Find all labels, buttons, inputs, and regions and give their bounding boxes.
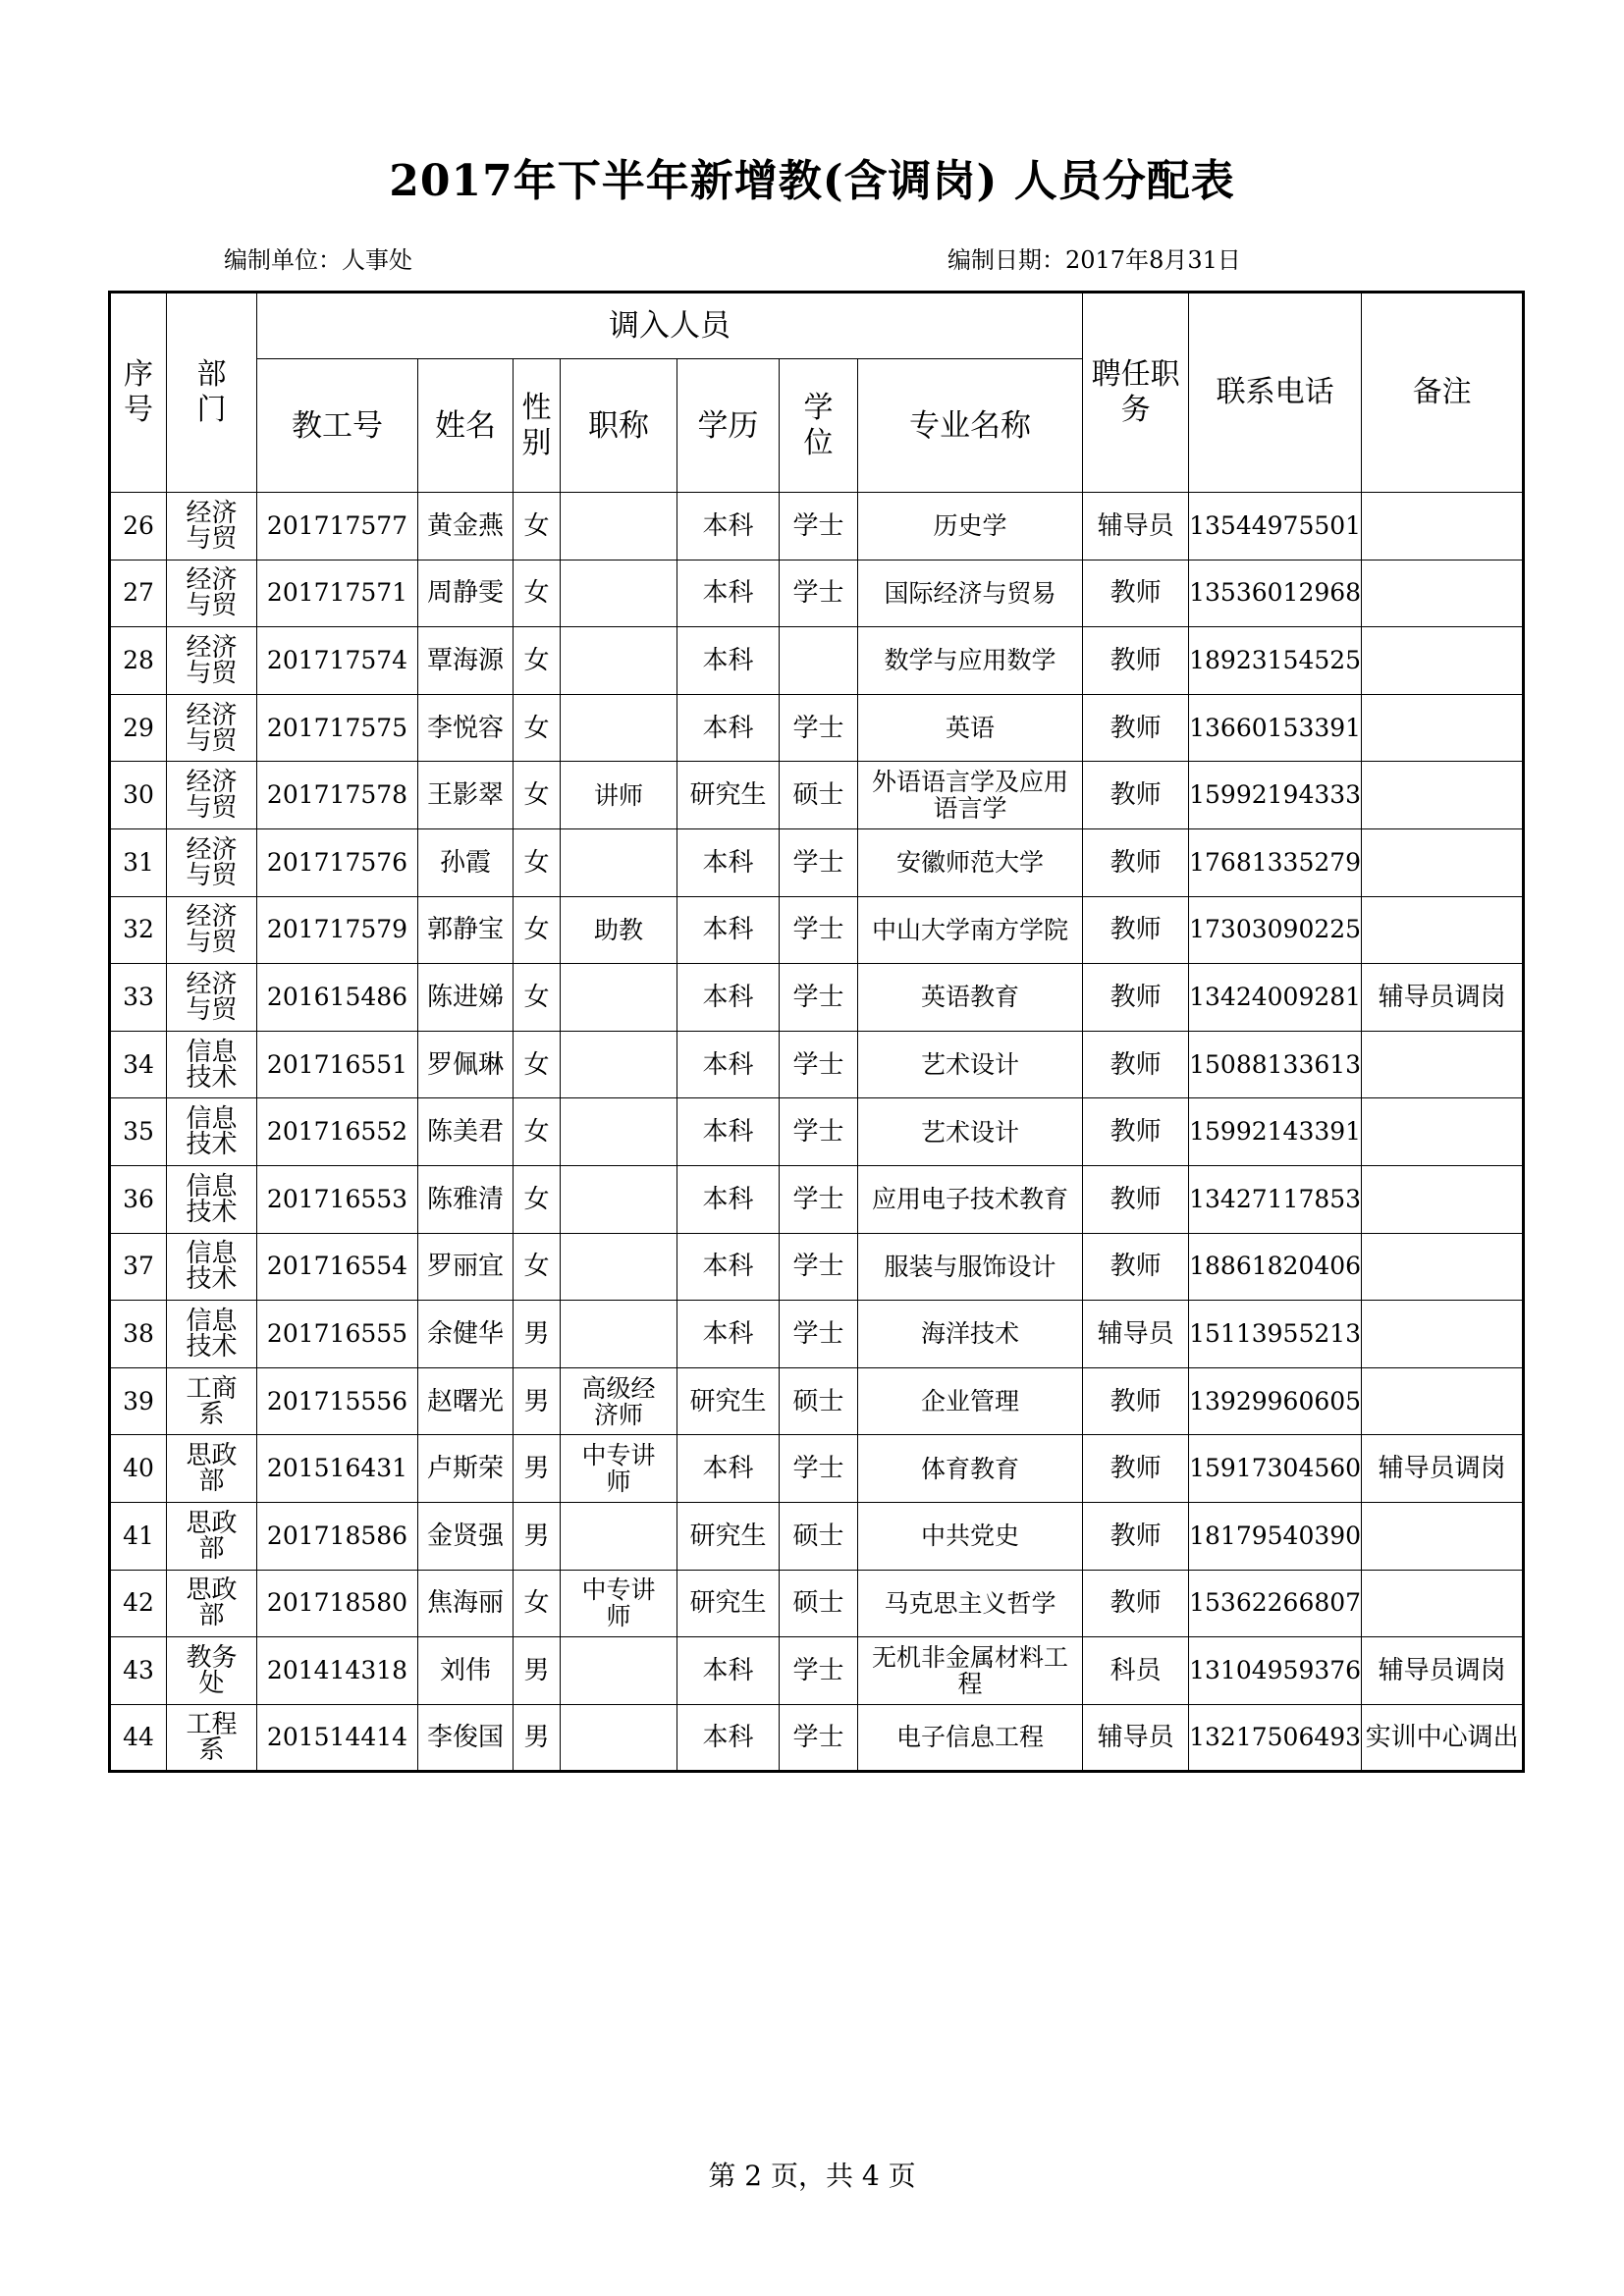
cell-title: 中专讲师	[561, 1570, 677, 1637]
cell-dept: 信息技术	[167, 1233, 257, 1301]
cell-major: 无机非金属材料工程	[858, 1637, 1083, 1705]
cell-education: 本科	[677, 1637, 780, 1705]
table-row	[110, 828, 1524, 896]
cell-degree: 学士	[780, 828, 858, 896]
cell-seq: 36	[110, 1165, 167, 1233]
cell-phone: 13660153391	[1189, 694, 1362, 762]
cell-education: 本科	[677, 694, 780, 762]
cell-seq: 30	[110, 762, 167, 829]
cell-position: 教师	[1083, 1570, 1189, 1637]
cell-remark: 辅导员调岗	[1362, 1435, 1524, 1503]
cell-title	[561, 627, 677, 695]
cell-name: 焦海丽	[418, 1570, 514, 1637]
cell-title	[561, 560, 677, 627]
cell-remark	[1362, 493, 1524, 561]
cell-name: 罗丽宜	[418, 1233, 514, 1301]
cell-title	[561, 1637, 677, 1705]
table-row	[110, 1570, 1524, 1637]
cell-degree: 硕士	[780, 1367, 858, 1435]
cell-staff-id: 201716552	[257, 1098, 418, 1166]
cell-education: 本科	[677, 1165, 780, 1233]
cell-education: 本科	[677, 896, 780, 964]
cell-name: 赵曙光	[418, 1367, 514, 1435]
cell-remark	[1362, 1031, 1524, 1098]
cell-degree: 学士	[780, 1301, 858, 1368]
cell-gender: 男	[514, 1502, 561, 1570]
cell-phone: 15917304560	[1189, 1435, 1362, 1503]
cell-seq: 44	[110, 1704, 167, 1772]
cell-seq: 35	[110, 1098, 167, 1166]
cell-dept: 信息技术	[167, 1098, 257, 1166]
cell-seq: 38	[110, 1301, 167, 1368]
compiled-unit: 编制单位：人事处	[224, 246, 412, 274]
cell-gender: 女	[514, 1233, 561, 1301]
cell-name: 郭静宝	[418, 896, 514, 964]
cell-gender: 女	[514, 762, 561, 829]
cell-name: 余健华	[418, 1301, 514, 1368]
cell-phone: 13104959376	[1189, 1637, 1362, 1705]
cell-education: 本科	[677, 1301, 780, 1368]
header-name: 姓名	[418, 359, 514, 493]
cell-major: 企业管理	[858, 1367, 1083, 1435]
cell-name: 李悦容	[418, 694, 514, 762]
cell-position: 教师	[1083, 1098, 1189, 1166]
cell-staff-id: 201716551	[257, 1031, 418, 1098]
cell-position: 教师	[1083, 1367, 1189, 1435]
cell-degree: 学士	[780, 560, 858, 627]
cell-major: 外语语言学及应用语言学	[858, 762, 1083, 829]
cell-name: 孙霞	[418, 828, 514, 896]
cell-gender: 女	[514, 1570, 561, 1637]
cell-staff-id: 201717571	[257, 560, 418, 627]
cell-position: 辅导员	[1083, 1301, 1189, 1368]
table-row	[110, 1435, 1524, 1503]
table-body	[110, 493, 1524, 1772]
cell-position: 教师	[1083, 627, 1189, 695]
cell-education: 研究生	[677, 1570, 780, 1637]
table-row	[110, 1704, 1524, 1772]
cell-name: 黄金燕	[418, 493, 514, 561]
cell-seq: 28	[110, 627, 167, 695]
cell-education: 本科	[677, 964, 780, 1032]
cell-degree: 学士	[780, 694, 858, 762]
table-row	[110, 1233, 1524, 1301]
cell-dept: 经济与贸	[167, 560, 257, 627]
cell-remark	[1362, 1502, 1524, 1570]
cell-title: 高级经济师	[561, 1367, 677, 1435]
cell-position: 教师	[1083, 1502, 1189, 1570]
cell-degree	[780, 627, 858, 695]
cell-gender: 女	[514, 694, 561, 762]
cell-remark	[1362, 1570, 1524, 1637]
compiled-date: 编制日期：2017年8月31日	[947, 246, 1241, 274]
cell-phone: 18861820406	[1189, 1233, 1362, 1301]
cell-degree: 学士	[780, 896, 858, 964]
cell-degree: 学士	[780, 964, 858, 1032]
cell-education: 本科	[677, 1704, 780, 1772]
cell-seq: 34	[110, 1031, 167, 1098]
cell-dept: 经济与贸	[167, 828, 257, 896]
header-education: 学历	[677, 359, 780, 493]
table-row	[110, 627, 1524, 695]
cell-remark	[1362, 896, 1524, 964]
cell-gender: 女	[514, 493, 561, 561]
cell-position: 教师	[1083, 964, 1189, 1032]
cell-seq: 26	[110, 493, 167, 561]
cell-seq: 32	[110, 896, 167, 964]
cell-seq: 33	[110, 964, 167, 1032]
cell-position: 教师	[1083, 694, 1189, 762]
cell-education: 本科	[677, 627, 780, 695]
cell-remark: 实训中心调出	[1362, 1704, 1524, 1772]
cell-gender: 女	[514, 896, 561, 964]
cell-dept: 信息技术	[167, 1165, 257, 1233]
cell-major: 安徽师范大学	[858, 828, 1083, 896]
cell-staff-id: 201718586	[257, 1502, 418, 1570]
cell-education: 研究生	[677, 762, 780, 829]
cell-degree: 学士	[780, 1098, 858, 1166]
cell-name: 周静雯	[418, 560, 514, 627]
cell-degree: 学士	[780, 1637, 858, 1705]
header-dept: 部门	[167, 293, 257, 493]
cell-position: 教师	[1083, 1435, 1189, 1503]
cell-major: 海洋技术	[858, 1301, 1083, 1368]
cell-title: 中专讲师	[561, 1435, 677, 1503]
cell-name: 陈进娣	[418, 964, 514, 1032]
cell-education: 研究生	[677, 1367, 780, 1435]
cell-name: 卢斯荣	[418, 1435, 514, 1503]
cell-major: 历史学	[858, 493, 1083, 561]
cell-dept: 经济与贸	[167, 896, 257, 964]
cell-name: 李俊国	[418, 1704, 514, 1772]
cell-education: 本科	[677, 560, 780, 627]
table-row	[110, 762, 1524, 829]
cell-major: 马克思主义哲学	[858, 1570, 1083, 1637]
table-row	[110, 1165, 1524, 1233]
cell-phone: 13424009281	[1189, 964, 1362, 1032]
cell-degree: 硕士	[780, 762, 858, 829]
cell-staff-id: 201717578	[257, 762, 418, 829]
cell-position: 科员	[1083, 1637, 1189, 1705]
cell-remark	[1362, 1233, 1524, 1301]
cell-position: 教师	[1083, 1233, 1189, 1301]
cell-phone: 17303090225	[1189, 896, 1362, 964]
cell-title	[561, 493, 677, 561]
cell-staff-id: 201516431	[257, 1435, 418, 1503]
cell-title: 讲师	[561, 762, 677, 829]
cell-phone: 18923154525	[1189, 627, 1362, 695]
cell-phone: 15088133613	[1189, 1031, 1362, 1098]
cell-staff-id: 201615486	[257, 964, 418, 1032]
cell-phone: 13929960605	[1189, 1367, 1362, 1435]
cell-position: 辅导员	[1083, 1704, 1189, 1772]
header-group: 调入人员	[257, 293, 1083, 359]
table-row	[110, 1502, 1524, 1570]
header-gender: 性别	[514, 359, 561, 493]
cell-degree: 学士	[780, 1704, 858, 1772]
allocation-table	[108, 291, 1525, 1773]
cell-major: 中共党史	[858, 1502, 1083, 1570]
cell-major: 应用电子技术教育	[858, 1165, 1083, 1233]
cell-name: 王影翠	[418, 762, 514, 829]
cell-seq: 42	[110, 1570, 167, 1637]
cell-seq: 37	[110, 1233, 167, 1301]
cell-gender: 男	[514, 1367, 561, 1435]
cell-phone: 15362266807	[1189, 1570, 1362, 1637]
cell-remark	[1362, 1098, 1524, 1166]
table-row	[110, 493, 1524, 561]
table-row	[110, 896, 1524, 964]
table-row	[110, 1301, 1524, 1368]
cell-dept: 思政部	[167, 1435, 257, 1503]
cell-name: 陈雅清	[418, 1165, 514, 1233]
cell-remark	[1362, 560, 1524, 627]
cell-education: 本科	[677, 828, 780, 896]
table-row	[110, 1098, 1524, 1166]
cell-remark	[1362, 627, 1524, 695]
cell-dept: 工程系	[167, 1704, 257, 1772]
cell-staff-id: 201716555	[257, 1301, 418, 1368]
cell-name: 覃海源	[418, 627, 514, 695]
table-row	[110, 1367, 1524, 1435]
cell-dept: 信息技术	[167, 1031, 257, 1098]
cell-title: 助教	[561, 896, 677, 964]
cell-gender: 女	[514, 828, 561, 896]
cell-remark	[1362, 762, 1524, 829]
cell-staff-id: 201716554	[257, 1233, 418, 1301]
cell-staff-id: 201514414	[257, 1704, 418, 1772]
cell-gender: 女	[514, 1098, 561, 1166]
cell-major: 电子信息工程	[858, 1704, 1083, 1772]
cell-staff-id: 201715556	[257, 1367, 418, 1435]
header-staff-id: 教工号	[257, 359, 418, 493]
cell-seq: 40	[110, 1435, 167, 1503]
header-major: 专业名称	[858, 359, 1083, 493]
cell-title	[561, 964, 677, 1032]
cell-staff-id: 201717574	[257, 627, 418, 695]
cell-gender: 女	[514, 964, 561, 1032]
cell-phone: 15992194333	[1189, 762, 1362, 829]
cell-title	[561, 1502, 677, 1570]
cell-dept: 工商系	[167, 1367, 257, 1435]
cell-dept: 经济与贸	[167, 627, 257, 695]
cell-seq: 39	[110, 1367, 167, 1435]
cell-staff-id: 201717575	[257, 694, 418, 762]
cell-degree: 学士	[780, 1435, 858, 1503]
cell-gender: 男	[514, 1704, 561, 1772]
cell-remark: 辅导员调岗	[1362, 964, 1524, 1032]
cell-phone: 15992143391	[1189, 1098, 1362, 1166]
cell-degree: 学士	[780, 493, 858, 561]
cell-education: 本科	[677, 1031, 780, 1098]
cell-title	[561, 694, 677, 762]
page-title: 2017年下半年新增教(含调岗) 人员分配表	[389, 156, 1235, 206]
cell-name: 陈美君	[418, 1098, 514, 1166]
cell-position: 教师	[1083, 1031, 1189, 1098]
cell-phone: 13427117853	[1189, 1165, 1362, 1233]
cell-education: 本科	[677, 493, 780, 561]
cell-gender: 女	[514, 1031, 561, 1098]
cell-title	[561, 828, 677, 896]
cell-education: 研究生	[677, 1502, 780, 1570]
cell-staff-id: 201717576	[257, 828, 418, 896]
cell-gender: 男	[514, 1301, 561, 1368]
cell-education: 本科	[677, 1435, 780, 1503]
cell-degree: 学士	[780, 1031, 858, 1098]
cell-gender: 男	[514, 1637, 561, 1705]
cell-position: 教师	[1083, 896, 1189, 964]
cell-major: 中山大学南方学院	[858, 896, 1083, 964]
cell-dept: 经济与贸	[167, 493, 257, 561]
cell-staff-id: 201414318	[257, 1637, 418, 1705]
cell-position: 教师	[1083, 828, 1189, 896]
cell-major: 艺术设计	[858, 1031, 1083, 1098]
cell-phone: 15113955213	[1189, 1301, 1362, 1368]
cell-dept: 思政部	[167, 1502, 257, 1570]
cell-dept: 经济与贸	[167, 964, 257, 1032]
cell-phone: 13544975501	[1189, 493, 1362, 561]
cell-phone: 17681335279	[1189, 828, 1362, 896]
cell-position: 教师	[1083, 560, 1189, 627]
cell-title	[561, 1165, 677, 1233]
table-row	[110, 964, 1524, 1032]
cell-phone: 13536012968	[1189, 560, 1362, 627]
cell-remark	[1362, 1367, 1524, 1435]
cell-gender: 女	[514, 560, 561, 627]
cell-gender: 男	[514, 1435, 561, 1503]
cell-dept: 信息技术	[167, 1301, 257, 1368]
cell-position: 辅导员	[1083, 493, 1189, 561]
cell-title	[561, 1233, 677, 1301]
cell-gender: 女	[514, 1165, 561, 1233]
cell-gender: 女	[514, 627, 561, 695]
cell-degree: 硕士	[780, 1502, 858, 1570]
cell-remark: 辅导员调岗	[1362, 1637, 1524, 1705]
cell-remark	[1362, 694, 1524, 762]
cell-staff-id: 201717579	[257, 896, 418, 964]
cell-title	[561, 1704, 677, 1772]
cell-major: 数学与应用数学	[858, 627, 1083, 695]
cell-degree: 学士	[780, 1165, 858, 1233]
cell-dept: 思政部	[167, 1570, 257, 1637]
cell-staff-id: 201718580	[257, 1570, 418, 1637]
cell-dept: 教务处	[167, 1637, 257, 1705]
header-position: 聘任职务	[1083, 293, 1189, 493]
header-title: 职称	[561, 359, 677, 493]
cell-remark	[1362, 1165, 1524, 1233]
cell-name: 刘伟	[418, 1637, 514, 1705]
cell-major: 国际经济与贸易	[858, 560, 1083, 627]
cell-education: 本科	[677, 1233, 780, 1301]
cell-name: 金贤强	[418, 1502, 514, 1570]
cell-title	[561, 1301, 677, 1368]
header-seq: 序号	[110, 293, 167, 493]
cell-title	[561, 1031, 677, 1098]
cell-remark	[1362, 828, 1524, 896]
table-row	[110, 1637, 1524, 1705]
header-remark: 备注	[1362, 293, 1524, 493]
cell-staff-id: 201717577	[257, 493, 418, 561]
cell-position: 教师	[1083, 762, 1189, 829]
cell-major: 英语教育	[858, 964, 1083, 1032]
page-footer: 第 2 页，共 4 页	[708, 2160, 916, 2192]
cell-position: 教师	[1083, 1165, 1189, 1233]
cell-dept: 经济与贸	[167, 694, 257, 762]
table-row	[110, 560, 1524, 627]
cell-major: 服装与服饰设计	[858, 1233, 1083, 1301]
cell-phone: 18179540390	[1189, 1502, 1362, 1570]
cell-seq: 41	[110, 1502, 167, 1570]
cell-major: 艺术设计	[858, 1098, 1083, 1166]
cell-name: 罗佩琳	[418, 1031, 514, 1098]
cell-seq: 43	[110, 1637, 167, 1705]
cell-staff-id: 201716553	[257, 1165, 418, 1233]
cell-dept: 经济与贸	[167, 762, 257, 829]
cell-phone: 13217506493	[1189, 1704, 1362, 1772]
cell-seq: 27	[110, 560, 167, 627]
cell-seq: 31	[110, 828, 167, 896]
header-phone: 联系电话	[1189, 293, 1362, 493]
cell-major: 体育教育	[858, 1435, 1083, 1503]
header-degree: 学位	[780, 359, 858, 493]
cell-major: 英语	[858, 694, 1083, 762]
cell-seq: 29	[110, 694, 167, 762]
table-row	[110, 694, 1524, 762]
cell-title	[561, 1098, 677, 1166]
cell-remark	[1362, 1301, 1524, 1368]
cell-degree: 学士	[780, 1233, 858, 1301]
table-row	[110, 1031, 1524, 1098]
cell-degree: 硕士	[780, 1570, 858, 1637]
cell-education: 本科	[677, 1098, 780, 1166]
